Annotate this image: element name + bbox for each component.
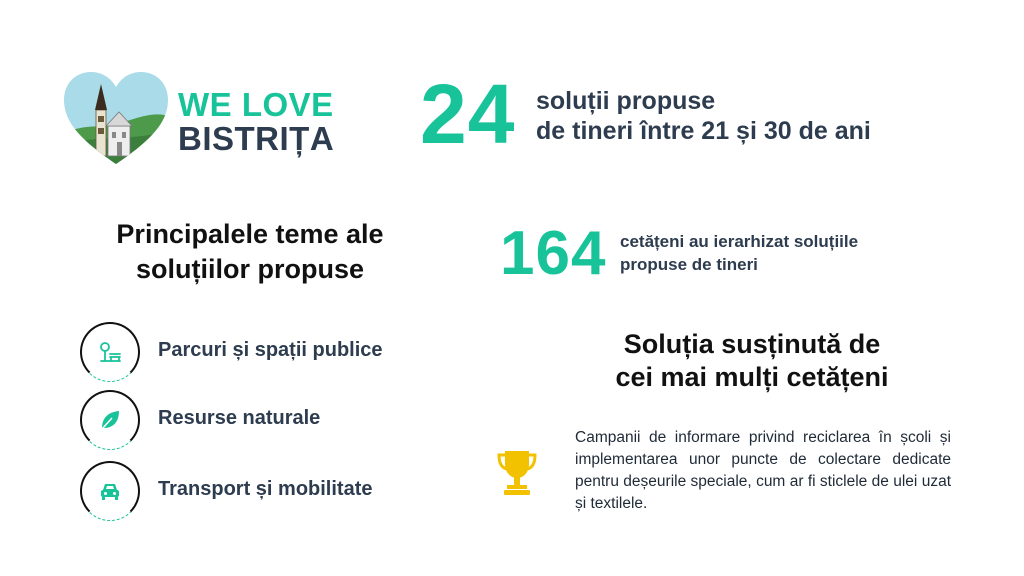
theme-item-natural-resources bbox=[80, 390, 440, 450]
leaf-icon bbox=[98, 408, 122, 432]
proposed-solutions-caption bbox=[536, 86, 871, 146]
trophy-icon bbox=[496, 448, 538, 496]
themes-heading-line-2: soluțiilor propuse bbox=[135, 254, 364, 284]
themes-heading-line-1: Principalele teme ale bbox=[116, 219, 384, 249]
top-solution-heading-line-2: cei mai mulți cetățeni bbox=[615, 362, 889, 392]
logo-line-1: WE LOVE bbox=[178, 86, 334, 123]
theme-item-transport bbox=[80, 461, 440, 521]
proposed-solutions-count: 24 bbox=[420, 67, 516, 161]
theme-item-parks bbox=[80, 322, 440, 382]
stat1-line-1: soluții propuse bbox=[536, 87, 716, 115]
top-solution-heading-line-1: Soluția susținută de bbox=[623, 329, 881, 359]
theme-label: Parcuri și spații publice bbox=[158, 339, 383, 361]
ranking-citizens-count: 164 bbox=[500, 219, 607, 288]
stat2-line-2: propuse de tineri bbox=[620, 255, 758, 274]
top-solution-description: Campanii de informare privind reciclarea în școli și implementarea unor puncte de colectare dedicate pentru deșeurile speciale, cum ar fi sticlele de ulei uzat și textilele. bbox=[575, 429, 951, 512]
themes-heading bbox=[64, 217, 436, 287]
car-icon bbox=[98, 479, 122, 503]
logo-heart-image bbox=[64, 72, 168, 166]
theme-label: Transport și mobilitate bbox=[158, 478, 373, 500]
stat1-line-2: de tineri între 21 și 30 de ani bbox=[536, 117, 871, 145]
logo-wordmark bbox=[178, 88, 334, 156]
top-solution-heading bbox=[560, 328, 944, 394]
stat2-line-1: cetățeni au ierarhizat soluțiile bbox=[620, 232, 859, 251]
park-bench-icon bbox=[98, 340, 122, 364]
logo-line-2: BISTRIȚA bbox=[178, 120, 335, 157]
ranking-citizens-caption bbox=[620, 230, 858, 276]
theme-label: Resurse naturale bbox=[158, 407, 321, 429]
